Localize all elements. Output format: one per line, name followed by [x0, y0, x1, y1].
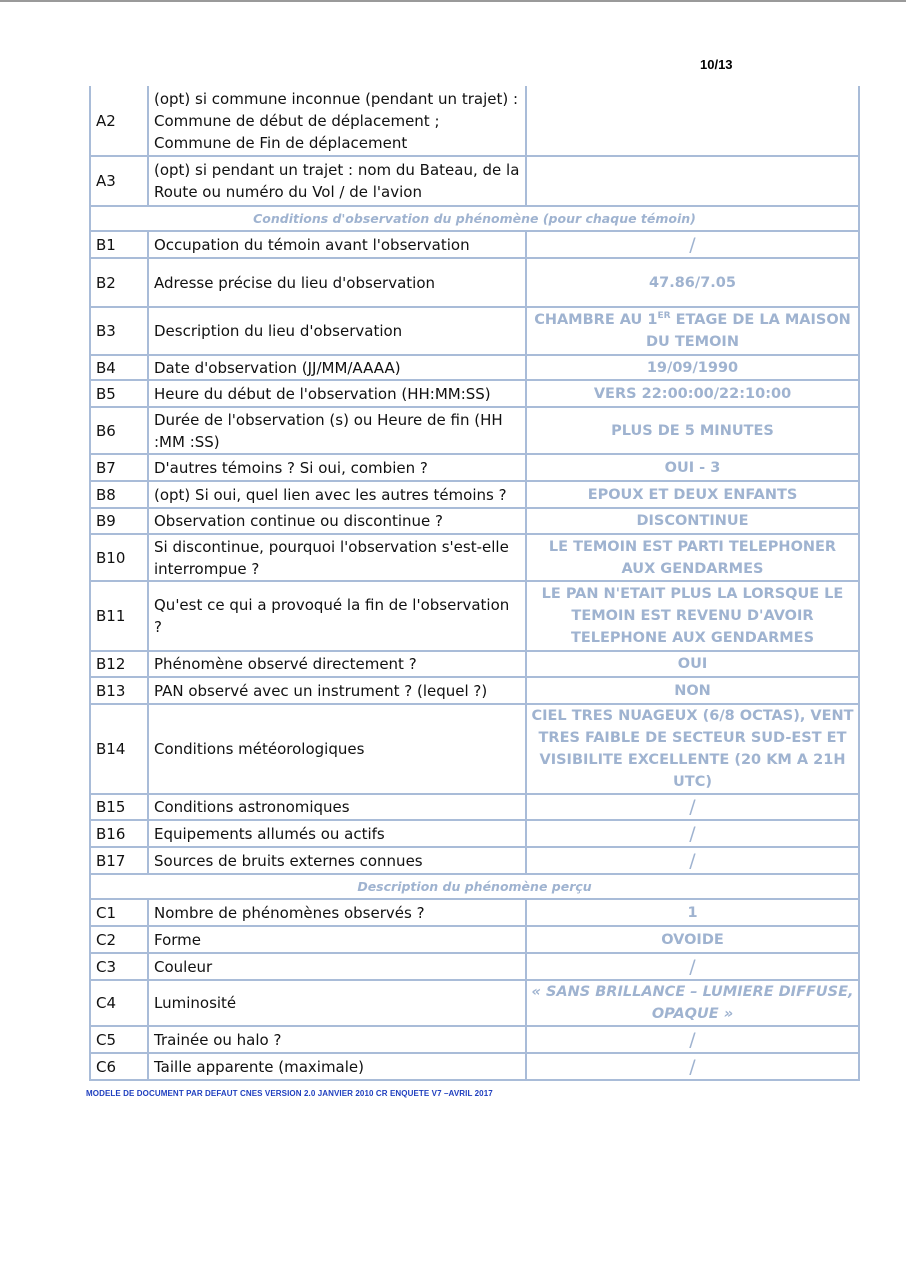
row-answer: /	[526, 847, 859, 874]
table-row-b9	[90, 508, 859, 534]
table-row-a2	[90, 86, 859, 156]
row-code: B5	[90, 380, 148, 407]
table-row-b8	[90, 481, 859, 508]
row-answer: /	[526, 794, 859, 820]
table-row-c2	[90, 926, 859, 953]
row-question: Couleur	[148, 953, 526, 980]
row-question: Forme	[148, 926, 526, 953]
row-answer: LE TEMOIN EST PARTI TELEPHONER AUX GENDARMES	[526, 534, 859, 581]
row-answer: /	[526, 231, 859, 258]
table-row-b17	[90, 847, 859, 874]
row-answer: 47.86/7.05	[526, 258, 859, 307]
row-question: Luminosité	[148, 980, 526, 1026]
table-row-c5	[90, 1026, 859, 1053]
table-row-a3	[90, 156, 859, 206]
row-answer: NON	[526, 677, 859, 704]
row-code: B9	[90, 508, 148, 534]
row-question: Taille apparente (maximale)	[148, 1053, 526, 1080]
row-question: Conditions astronomiques	[148, 794, 526, 820]
row-answer: /	[526, 1053, 859, 1080]
table-row-b12	[90, 651, 859, 677]
answer-text: CHAMBRE AU 1	[534, 312, 658, 328]
row-answer: 1	[526, 899, 859, 926]
row-code: C2	[90, 926, 148, 953]
observation-form-table	[89, 86, 860, 1081]
table-row-b2	[90, 258, 859, 307]
row-code: B3	[90, 307, 148, 355]
table-row-c3	[90, 953, 859, 980]
row-code: C6	[90, 1053, 148, 1080]
row-code: B6	[90, 407, 148, 454]
answer-text: ETAGE DE LA MAISON DU TEMOIN	[646, 312, 851, 350]
section-title: Description du phénomène perçu	[90, 874, 859, 899]
row-code: B16	[90, 820, 148, 847]
row-question: D'autres témoins ? Si oui, combien ?	[148, 454, 526, 481]
row-code: B14	[90, 704, 148, 794]
table-row-c4	[90, 980, 859, 1026]
row-answer: CIEL TRES NUAGEUX (6/8 OCTAS), VENT TRES FAIBLE DE SECTEUR SUD-EST ET VISIBILITE EXCELLENTE (20 KM A 21H UTC)	[526, 704, 859, 794]
row-code: C5	[90, 1026, 148, 1053]
section-header-b	[90, 206, 859, 231]
row-code: B12	[90, 651, 148, 677]
row-answer: /	[526, 820, 859, 847]
row-code: B2	[90, 258, 148, 307]
row-question: Sources de bruits externes connues	[148, 847, 526, 874]
row-question: (opt) si commune inconnue (pendant un trajet) : Commune de début de déplacement ; Commune de Fin de déplacement	[148, 86, 526, 156]
row-code: C3	[90, 953, 148, 980]
row-question: Date d'observation (JJ/MM/AAAA)	[148, 355, 526, 380]
row-answer: VERS 22:00:00/22:10:00	[526, 380, 859, 407]
table-row-b6	[90, 407, 859, 454]
row-code: C1	[90, 899, 148, 926]
table-row-b1	[90, 231, 859, 258]
row-code: B17	[90, 847, 148, 874]
row-answer: OUI	[526, 651, 859, 677]
table-row-b4	[90, 355, 859, 380]
row-answer: /	[526, 953, 859, 980]
row-question: Si discontinue, pourquoi l'observation s'est-elle interrompue ?	[148, 534, 526, 581]
table-row-b15	[90, 794, 859, 820]
row-code: C4	[90, 980, 148, 1026]
row-answer: « SANS BRILLANCE – LUMIERE DIFFUSE, OPAQUE »	[526, 980, 859, 1026]
section-title: Conditions d'observation du phénomène (pour chaque témoin)	[90, 206, 859, 231]
row-answer: EPOUX ET DEUX ENFANTS	[526, 481, 859, 508]
row-answer: DISCONTINUE	[526, 508, 859, 534]
row-question: Nombre de phénomènes observés ?	[148, 899, 526, 926]
table-row-b14	[90, 704, 859, 794]
table-row-b13	[90, 677, 859, 704]
row-answer: 19/09/1990	[526, 355, 859, 380]
table-row-b10	[90, 534, 859, 581]
row-code: B8	[90, 481, 148, 508]
table-row-c1	[90, 899, 859, 926]
row-question: (opt) si pendant un trajet : nom du Bateau, de la Route ou numéro du Vol / de l'avion	[148, 156, 526, 206]
row-answer: OUI - 3	[526, 454, 859, 481]
row-code: B4	[90, 355, 148, 380]
table-row-b11	[90, 581, 859, 651]
row-answer: /	[526, 1026, 859, 1053]
table-row-b5	[90, 380, 859, 407]
row-question: Description du lieu d'observation	[148, 307, 526, 355]
row-question: Conditions météorologiques	[148, 704, 526, 794]
row-question: Adresse précise du lieu d'observation	[148, 258, 526, 307]
row-answer: LE PAN N'ETAIT PLUS LA LORSQUE LE TEMOIN EST REVENU D'AVOIR TELEPHONE AUX GENDARMES	[526, 581, 859, 651]
row-question: Heure du début de l'observation (HH:MM:SS)	[148, 380, 526, 407]
row-question: Trainée ou halo ?	[148, 1026, 526, 1053]
answer-superscript: ER	[657, 311, 671, 322]
row-answer	[526, 307, 859, 355]
row-question: Durée de l'observation (s) ou Heure de fin (HH :MM :SS)	[148, 407, 526, 454]
row-question: Occupation du témoin avant l'observation	[148, 231, 526, 258]
row-question: Equipements allumés ou actifs	[148, 820, 526, 847]
table-row-b16	[90, 820, 859, 847]
row-answer: PLUS DE 5 MINUTES	[526, 407, 859, 454]
row-question: (opt) Si oui, quel lien avec les autres témoins ?	[148, 481, 526, 508]
row-code: B1	[90, 231, 148, 258]
row-answer	[526, 156, 859, 206]
row-question: Phénomène observé directement ?	[148, 651, 526, 677]
row-code: B13	[90, 677, 148, 704]
page-number: 10/13	[700, 57, 733, 72]
section-header-c	[90, 874, 859, 899]
row-code: B15	[90, 794, 148, 820]
row-answer: OVOIDE	[526, 926, 859, 953]
row-code: B11	[90, 581, 148, 651]
row-code: A3	[90, 156, 148, 206]
table-row-b3	[90, 307, 859, 355]
document-footer: MODELE DE DOCUMENT PAR DEFAUT CNES VERSION 2.0 JANVIER 2010 CR ENQUETE V7 –AVRIL 2017	[86, 1089, 493, 1098]
row-code: B7	[90, 454, 148, 481]
row-answer	[526, 86, 859, 156]
row-question: Qu'est ce qui a provoqué la fin de l'observation ?	[148, 581, 526, 651]
row-code: B10	[90, 534, 148, 581]
row-question: PAN observé avec un instrument ? (lequel ?)	[148, 677, 526, 704]
page-top-rule	[0, 0, 906, 2]
row-question: Observation continue ou discontinue ?	[148, 508, 526, 534]
table-row-c6	[90, 1053, 859, 1080]
row-code: A2	[90, 86, 148, 156]
table-row-b7	[90, 454, 859, 481]
